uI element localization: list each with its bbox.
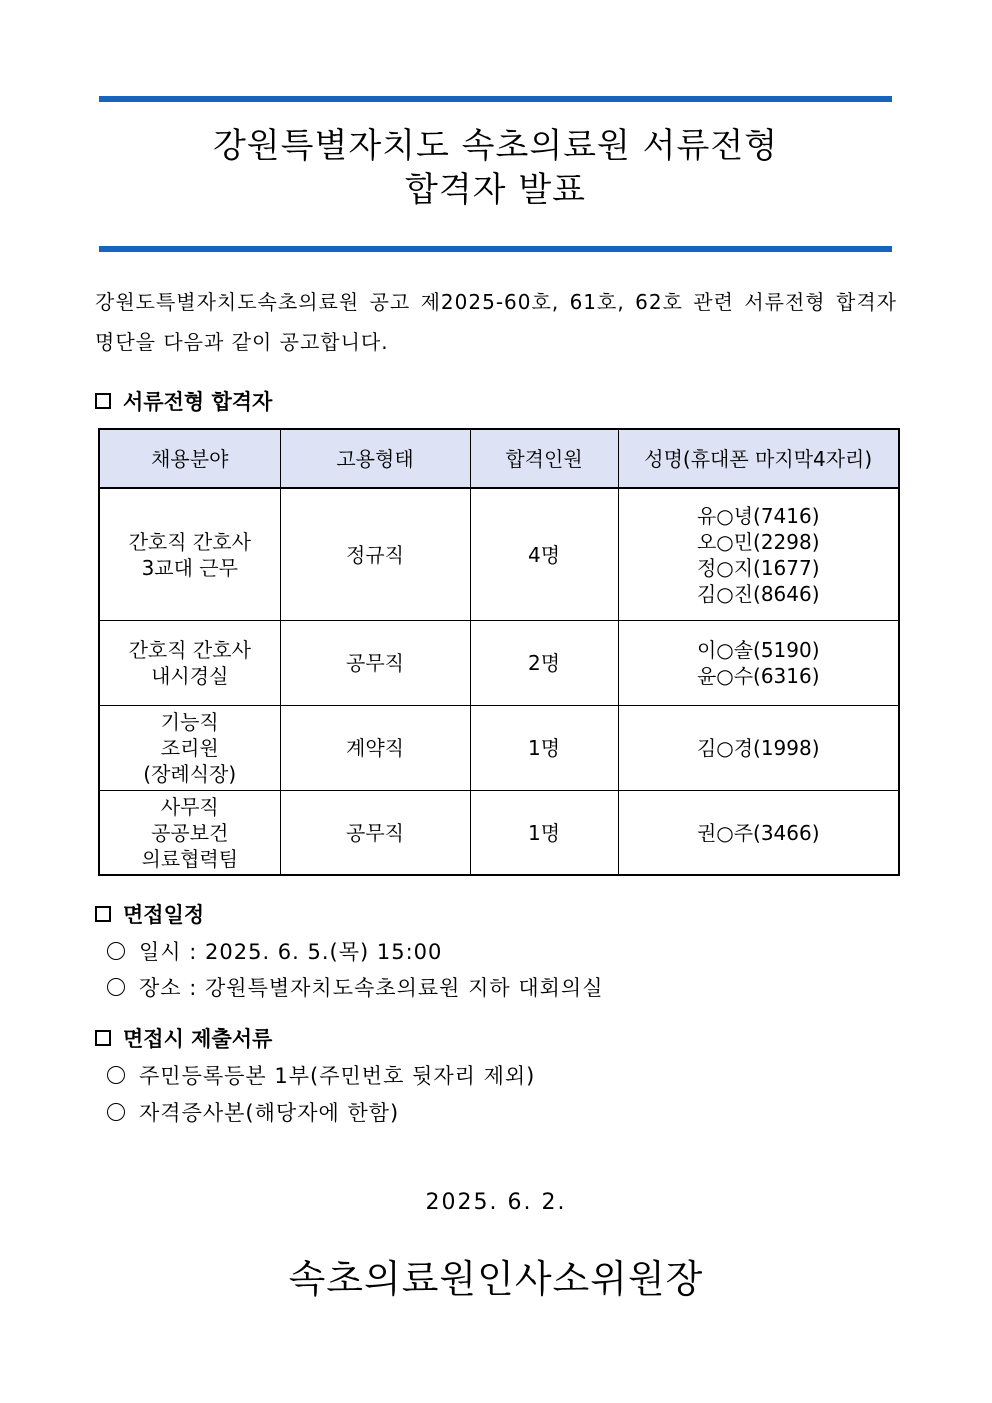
documents-section-heading xyxy=(95,1023,272,1053)
name-entry: 윤○수(6316) xyxy=(696,664,820,688)
name-entry: 오○민(2298) xyxy=(696,529,820,554)
top-rule xyxy=(99,96,892,102)
documents-heading-label: 면접시 제출서류 xyxy=(123,1027,273,1051)
header-count: 합격인원 xyxy=(470,429,618,488)
table-row xyxy=(99,706,899,791)
checkbox-icon xyxy=(95,906,111,922)
name-entry: 이○솔(5190) xyxy=(696,638,820,662)
cell-field xyxy=(99,488,280,621)
intro-paragraph: 강원도특별자치도속초의료원 공고 제2025-60호, 61호, 62호 관련 서류전형 합격자 명단을 다음과 같이 공고합니다. xyxy=(95,290,897,354)
circle-bullet-icon xyxy=(107,978,125,996)
cell-type: 공무직 xyxy=(280,621,470,706)
interview-heading-label: 면접일정 xyxy=(123,903,205,927)
field-line: 간호직 간호사 xyxy=(128,638,251,662)
interview-datetime xyxy=(107,936,442,966)
field-line: 조리원 xyxy=(160,736,219,760)
cell-count: 4명 xyxy=(470,488,618,621)
header-names: 성명(휴대폰 마지막4자리) xyxy=(618,429,899,488)
cell-names xyxy=(618,706,899,791)
results-section-heading xyxy=(95,386,272,416)
cell-field xyxy=(99,621,280,706)
name-entry: 유○녕(7416) xyxy=(696,503,820,528)
field-line: 내시경실 xyxy=(151,664,229,688)
results-heading-label: 서류전형 합격자 xyxy=(123,390,273,414)
cell-names xyxy=(618,621,899,706)
cell-field xyxy=(99,791,280,876)
field-line: 간호직 간호사 xyxy=(128,529,251,554)
circle-bullet-icon xyxy=(107,1066,125,1084)
field-line: 3교대 근무 xyxy=(141,555,238,580)
field-line: 공공보건 xyxy=(151,820,229,845)
results-table xyxy=(98,428,900,876)
circle-bullet-icon xyxy=(107,942,125,960)
cell-count: 1명 xyxy=(470,706,618,791)
cell-count: 2명 xyxy=(470,621,618,706)
header-type: 고용형태 xyxy=(280,429,470,488)
page-title xyxy=(99,124,892,212)
table-header-row xyxy=(99,429,899,488)
interview-location xyxy=(107,972,604,1002)
field-line: (장례식장) xyxy=(143,762,237,786)
cell-field xyxy=(99,706,280,791)
table-row xyxy=(99,488,899,621)
circle-bullet-icon xyxy=(107,1103,125,1121)
header-field: 채용분야 xyxy=(99,429,280,488)
announcement-date: 2025. 6. 2. xyxy=(425,1190,567,1215)
title-line-1: 강원특별자치도 속초의료원 서류전형 xyxy=(212,126,779,166)
table-row xyxy=(99,791,899,876)
document-item xyxy=(107,1060,535,1090)
interview-datetime-text: 일시 : 2025. 6. 5.(목) 15:00 xyxy=(139,940,443,964)
field-line: 의료협력팀 xyxy=(141,846,239,871)
bottom-rule xyxy=(99,246,892,252)
signer-title: 속초의료원인사소위원장 xyxy=(288,1257,704,1301)
cell-type: 계약직 xyxy=(280,706,470,791)
field-line: 사무직 xyxy=(160,794,219,819)
name-entry: 정○지(1677) xyxy=(696,555,820,580)
cell-names xyxy=(618,791,899,876)
document-item-text: 자격증사본(해당자에 한함) xyxy=(139,1101,400,1125)
interview-section-heading xyxy=(95,899,204,929)
name-entry: 권○주(3466) xyxy=(696,820,820,845)
name-entry: 김○경(1998) xyxy=(696,736,820,760)
checkbox-icon xyxy=(95,1030,111,1046)
cell-names xyxy=(618,488,899,621)
cell-type: 정규직 xyxy=(280,488,470,621)
field-line: 기능직 xyxy=(160,710,219,734)
table-row xyxy=(99,621,899,706)
checkbox-icon xyxy=(95,393,111,409)
cell-count: 1명 xyxy=(470,791,618,876)
cell-type: 공무직 xyxy=(280,791,470,876)
interview-location-text: 장소 : 강원특별자치도속초의료원 지하 대회의실 xyxy=(139,976,604,1000)
title-line-2: 합격자 발표 xyxy=(404,170,587,210)
document-item xyxy=(107,1097,399,1127)
document-item-text: 주민등록등본 1부(주민번호 뒷자리 제외) xyxy=(139,1064,536,1088)
name-entry: 김○진(8646) xyxy=(696,581,820,606)
